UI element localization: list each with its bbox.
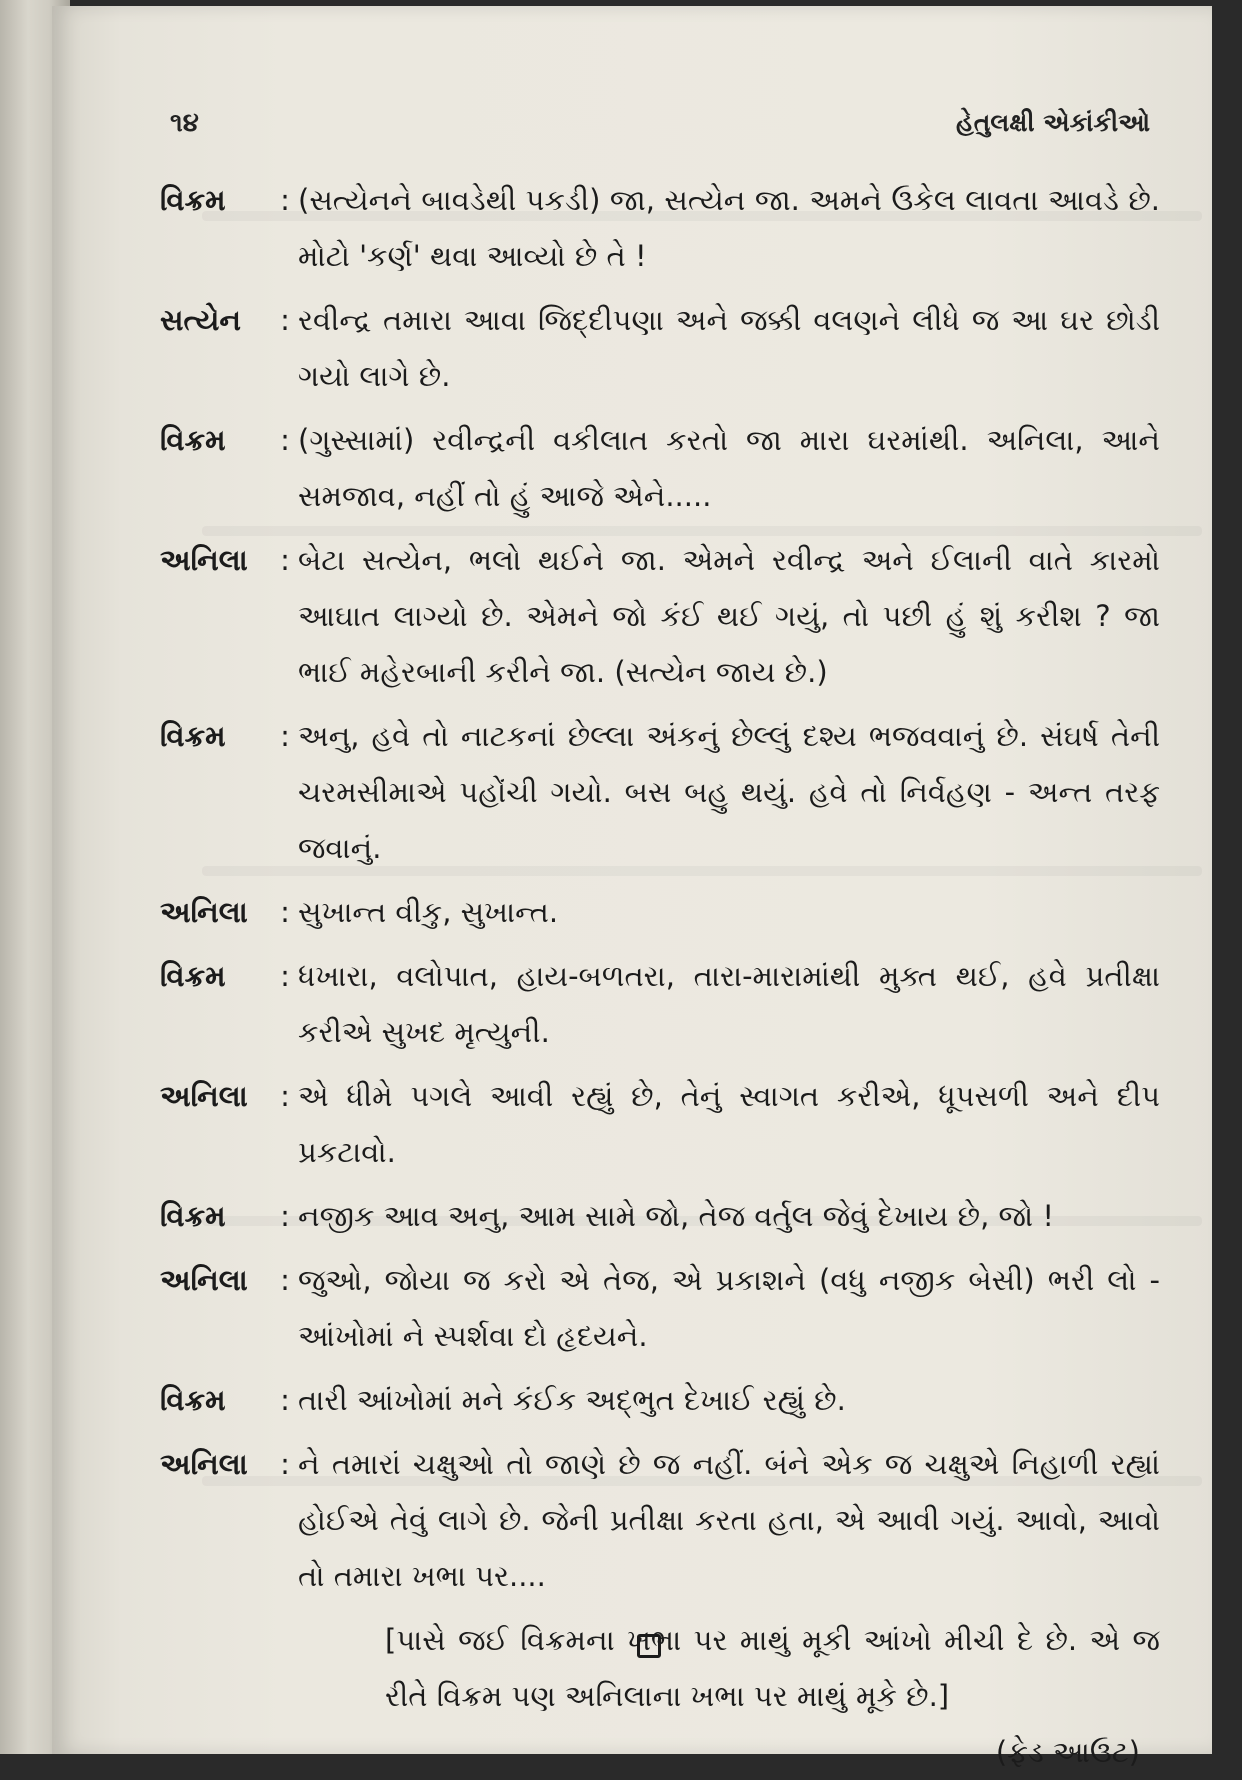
speaker-name: અનિલા — [160, 1079, 248, 1113]
speaker-name: વિક્રમ — [160, 719, 226, 753]
speech-text: રવીન્દ્ર તમારા આવા જિદ્દીપણા અને જક્કી વલણને લીધે જ આ ઘર છોડી ગયો લાગે છે. — [298, 303, 1160, 393]
speaker-name: સત્યેન — [160, 303, 241, 337]
speaker-colon: : — [280, 183, 290, 217]
speaker-name: અનિલા — [160, 895, 248, 929]
speech-text: એ ધીમે પગલે આવી રહ્યું છે, તેનું સ્વાગત કરીએ, ધૂપસળી અને દીપ પ્રકટાવો. — [298, 1079, 1160, 1169]
dialogue-entry — [160, 532, 1160, 700]
speaker-name: અનિલા — [160, 1447, 248, 1481]
speaker-colon: : — [280, 1263, 290, 1297]
speaker-colon: : — [280, 959, 290, 993]
speaker-colon: : — [280, 423, 290, 457]
speech-text: તારી આંખોમાં મને કંઈક અદ્‌ભુત દેખાઈ રહ્યું છે. — [298, 1383, 846, 1417]
dialogue-entry — [160, 884, 1160, 940]
fade-out-note: (ફેડ આઉટ) — [995, 1735, 1140, 1769]
speech-text: ધખારા, વલોપાત, હાય-બળતરા, તારા-મારામાંથી મુક્ત થઈ, હવે પ્રતીક્ષા કરીએ સુખદ મૃત્યુની. — [298, 959, 1160, 1049]
speech-text: ને તમારાં ચક્ષુઓ તો જાણે છે જ નહીં. બંને એક જ ચક્ષુએ નિહાળી રહ્યાં હોઈએ તેવું લાગે છે. જેની પ્રતીક્ષા કરતા હતા, એ આવી ગયું. આવો, આવો તો તમારા ખભા પર.... — [298, 1447, 1160, 1593]
speaker-colon: : — [280, 1447, 290, 1481]
speech-text: નજીક આવ અનુ, આમ સામે જો, તેજ વર્તુલ જેવું દેખાય છે, જો ! — [298, 1199, 1055, 1233]
dialogue-entry — [160, 1372, 1160, 1428]
speaker-colon: : — [280, 719, 290, 753]
speech-text: (સત્યેનને બાવડેથી પકડી) જા, સત્યેન જા. અમને ઉકેલ લાવતા આવડે છે. મોટો 'કર્ણ' થવા આવ્યો છે તે ! — [298, 183, 1160, 273]
speech-text: (ગુસ્સામાં) રવીન્દ્રની વકીલાત કરતો જા મારા ઘરમાંથી. અનિલા, આને સમજાવ, નહીં તો હું આજે એને..... — [298, 423, 1160, 513]
speaker-name: અનિલા — [160, 543, 248, 577]
end-of-scene-square-icon — [637, 1634, 661, 1658]
speech-text: જુઓ, જોયા જ કરો એ તેજ, એ પ્રકાશને (વધુ નજીક બેસી) ભરી લો - આંખોમાં ને સ્પર્શવા દો હૃદયને. — [298, 1263, 1160, 1353]
speaker-colon: : — [280, 1383, 290, 1417]
speech-text: બેટા સત્યેન, ભલો થઈને જા. એમને રવીન્દ્ર અને ઈલાની વાતે કારમો આઘાત લાગ્યો છે. એમને જો કંઈ થઈ ગયું, તો પછી હું શું કરીશ ? જા ભાઈ મહેરબાની કરીને જા. (સત્યેન જાય છે.) — [298, 543, 1160, 689]
dialogue-entry — [160, 292, 1160, 404]
speaker-colon: : — [280, 303, 290, 337]
speaker-name: વિક્રમ — [160, 1383, 226, 1417]
speaker-name: અનિલા — [160, 1263, 248, 1297]
speaker-colon: : — [280, 1079, 290, 1113]
dialogue-entry — [160, 172, 1160, 284]
speaker-name: વિક્રમ — [160, 423, 226, 457]
speech-text: સુખાન્ત વીકુ, સુખાન્ત. — [298, 895, 559, 929]
page-number: ૧૪ — [170, 108, 199, 138]
running-head: હેતુલક્ષી એકાંકીઓ — [955, 108, 1150, 137]
dialogue-entry — [160, 1068, 1160, 1180]
stage-direction: [પાસે જઈ વિક્રમના ખભા પર માથું મૂકી આંખો મીચી દે છે. એ જ રીતે વિક્રમ પણ અનિલાના ખભા પર માથું મૂકે છે.] — [385, 1623, 1160, 1713]
dialogue-entry — [160, 1252, 1160, 1364]
dialogue-entry — [160, 1436, 1160, 1604]
speech-text: અનુ, હવે તો નાટકનાં છેલ્લા અંકનું છેલ્લું દશ્ય ભજવવાનું છે. સંઘર્ષ તેની ચરમસીમાએ પહોંચી ગયો. બસ બહુ થયું. હવે તો નિર્વહણ - અન્ત તરફ જવાનું. — [298, 719, 1160, 865]
dialogue-entry — [160, 412, 1160, 524]
speaker-name: વિક્રમ — [160, 1199, 226, 1233]
dialogue-block — [160, 172, 1160, 1780]
dialogue-entry — [160, 708, 1160, 876]
speaker-name: વિક્રમ — [160, 183, 226, 217]
dialogue-entry — [160, 1188, 1160, 1244]
speaker-colon: : — [280, 895, 290, 929]
dialogue-entry — [160, 948, 1160, 1060]
speaker-name: વિક્રમ — [160, 959, 226, 993]
speaker-colon: : — [280, 1199, 290, 1233]
speaker-colon: : — [280, 543, 290, 577]
